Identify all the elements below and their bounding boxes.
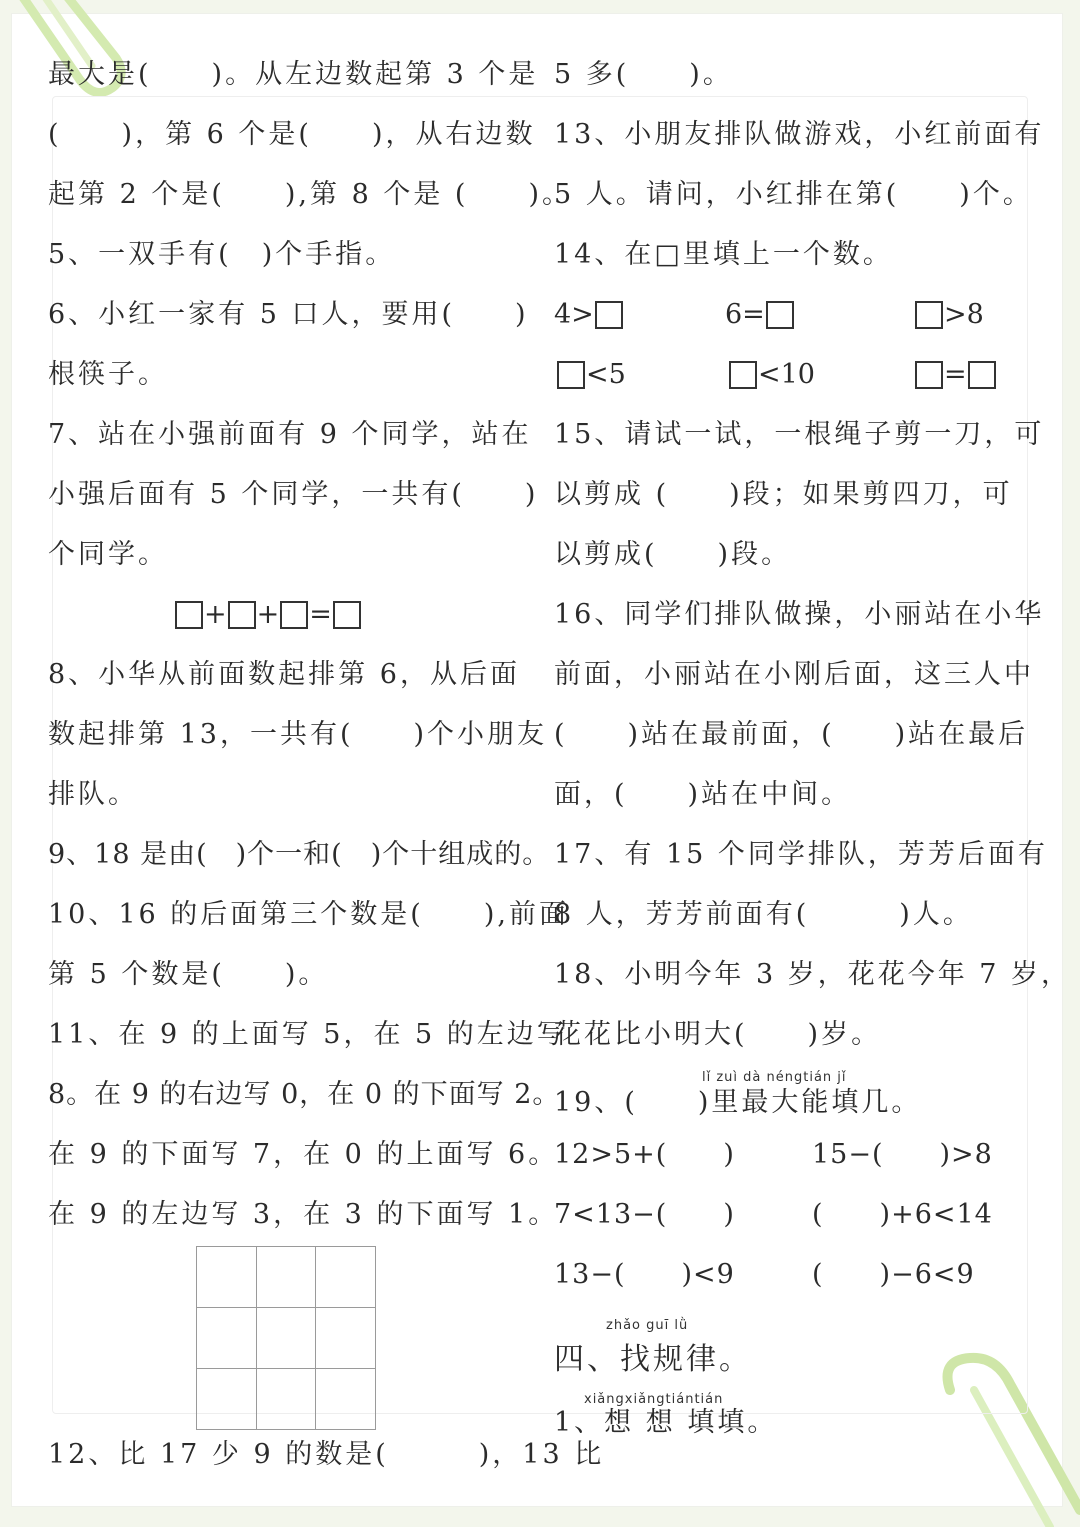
q15-line2: 以剪成 ( )段；如果剪四刀，可 xyxy=(554,479,1013,510)
grid-cell[interactable] xyxy=(197,1247,257,1308)
paper-clip-top-left-icon xyxy=(0,0,150,110)
q19-item-5: 13−( )<9 xyxy=(554,1259,735,1290)
q7-line2: 小强后面有 5 个同学，一共有( ) xyxy=(48,479,539,510)
q18-line2: 花花比小明大( )岁。 xyxy=(554,1019,882,1050)
q14-item-4 xyxy=(556,358,626,392)
q14-expr: <5 xyxy=(586,359,626,390)
q19-pinyin: lǐ zuì dà néngtián jǐ xyxy=(702,1070,847,1085)
grid-cell[interactable] xyxy=(316,1369,376,1430)
plus-sign: + xyxy=(204,599,227,630)
q14-expr: <10 xyxy=(758,359,815,390)
grid-cell[interactable] xyxy=(316,1308,376,1369)
q19-item-2: 15−( )>8 xyxy=(812,1139,993,1170)
q12: 12、比 17 少 9 的数是( )，13 比 xyxy=(48,1439,605,1470)
q14-expr: = xyxy=(944,359,967,390)
q16-line3: ( )站在最前面，( )站在最后 xyxy=(554,719,1029,750)
grid-cell[interactable] xyxy=(256,1247,316,1308)
q4-line2: ( )，第 6 个是( )，从右边数 xyxy=(48,119,536,150)
q14-item-5 xyxy=(728,358,815,392)
grid-cell[interactable] xyxy=(256,1308,316,1369)
section4-pinyin: zhǎo guī lǜ xyxy=(606,1318,689,1333)
q13-line1: 13、小朋友排队做游戏，小红前面有 xyxy=(554,119,1045,150)
grid-cell[interactable] xyxy=(197,1308,257,1369)
q8-line2: 数起排第 13，一共有( )个小朋友 xyxy=(48,719,548,750)
answer-box[interactable] xyxy=(915,361,943,389)
q16-line1: 16、同学们排队做操，小丽站在小华 xyxy=(554,599,1045,630)
q12-continued: 5 多( )。 xyxy=(554,59,733,90)
q15-line3: 以剪成( )段。 xyxy=(554,539,792,570)
q14-expr: 6= xyxy=(725,299,765,330)
q18-line1: 18、小明今年 3 岁，花花今年 7 岁， xyxy=(554,959,1072,990)
q6-line1: 6、小红一家有 5 口人，要用( ) xyxy=(48,299,529,330)
grid-cell[interactable] xyxy=(256,1369,316,1430)
answer-box[interactable] xyxy=(915,301,943,329)
q11-line4: 在 9 的左边写 3，在 3 的下面写 1。 xyxy=(48,1199,559,1230)
q4-line1: 最大是( )。从左边数起第 3 个是 xyxy=(48,59,539,90)
grid-cell[interactable] xyxy=(197,1369,257,1430)
q11-line2: 8。在 9 的右边写 0，在 0 的下面写 2。 xyxy=(48,1079,561,1110)
q8-line1: 8、小华从前面数起排第 6，从后面 xyxy=(48,659,520,690)
number-grid xyxy=(196,1246,376,1430)
q19-item-3: 7<13−( ) xyxy=(554,1199,735,1230)
grid-cell[interactable] xyxy=(316,1247,376,1308)
q14-item-3 xyxy=(914,298,984,332)
q7-equation xyxy=(174,598,362,632)
q14: 14、在□里填上一个数。 xyxy=(554,239,893,270)
q14-item-2 xyxy=(725,298,795,332)
q14-item-6 xyxy=(914,358,997,392)
q4-line3: 起第 2 个是( ),第 8 个是 ( )。 xyxy=(48,179,572,210)
q16-line4: 面，( )站在中间。 xyxy=(554,779,852,810)
answer-box[interactable] xyxy=(766,301,794,329)
q17-line1: 17、有 15 个同学排队，芳芳后面有 xyxy=(554,839,1048,870)
q10-line1: 10、16 的后面第三个数是( ),前面 xyxy=(48,899,569,930)
answer-box[interactable] xyxy=(729,361,757,389)
s1-pinyin: xiǎngxiǎngtiántián xyxy=(584,1392,724,1407)
q8-line3: 排队。 xyxy=(48,779,138,810)
answer-box[interactable] xyxy=(228,601,256,629)
q7-line3: 个同学。 xyxy=(48,539,168,570)
q19-item-4: ( )+6<14 xyxy=(812,1199,993,1230)
answer-box[interactable] xyxy=(280,601,308,629)
answer-box[interactable] xyxy=(557,361,585,389)
q10-line2: 第 5 个数是( )。 xyxy=(48,959,329,990)
answer-box[interactable] xyxy=(175,601,203,629)
section4-heading: 四、找规律。 xyxy=(554,1342,752,1377)
s1-question: 1、想 想 填填。 xyxy=(554,1407,778,1438)
q7-line1: 7、站在小强前面有 9 个同学，站在 xyxy=(48,419,532,450)
q19-item-6: ( )−6<9 xyxy=(812,1259,975,1290)
q9: 9、18 是由( )个一和( )个十组成的。 xyxy=(48,839,551,870)
q16-line2: 前面，小丽站在小刚后面，这三人中 xyxy=(554,659,1034,690)
equals-sign: = xyxy=(309,599,332,630)
q17-line2: 8 人，芳芳前面有( )人。 xyxy=(554,899,973,930)
q14-item-1 xyxy=(554,298,624,332)
q14-expr: 4> xyxy=(554,299,594,330)
q6-line2: 根筷子。 xyxy=(48,359,168,390)
q14-expr: >8 xyxy=(944,299,984,330)
answer-box[interactable] xyxy=(333,601,361,629)
q5: 5、一双手有( )个手指。 xyxy=(48,239,396,270)
q19: 19、( )里最大能填几。 xyxy=(554,1087,922,1118)
plus-sign: + xyxy=(256,599,280,630)
q19-item-1: 12>5+( ) xyxy=(554,1139,735,1170)
answer-box[interactable] xyxy=(595,301,623,329)
answer-box[interactable] xyxy=(968,361,996,389)
q15-line1: 15、请试一试，一根绳子剪一刀，可 xyxy=(554,419,1045,450)
q13-line2: 5 人。请问，小红排在第( )个。 xyxy=(554,179,1033,210)
q11-line1: 11、在 9 的上面写 5，在 5 的左边写 xyxy=(48,1019,567,1050)
q11-line3: 在 9 的下面写 7，在 0 的上面写 6。 xyxy=(48,1139,559,1170)
